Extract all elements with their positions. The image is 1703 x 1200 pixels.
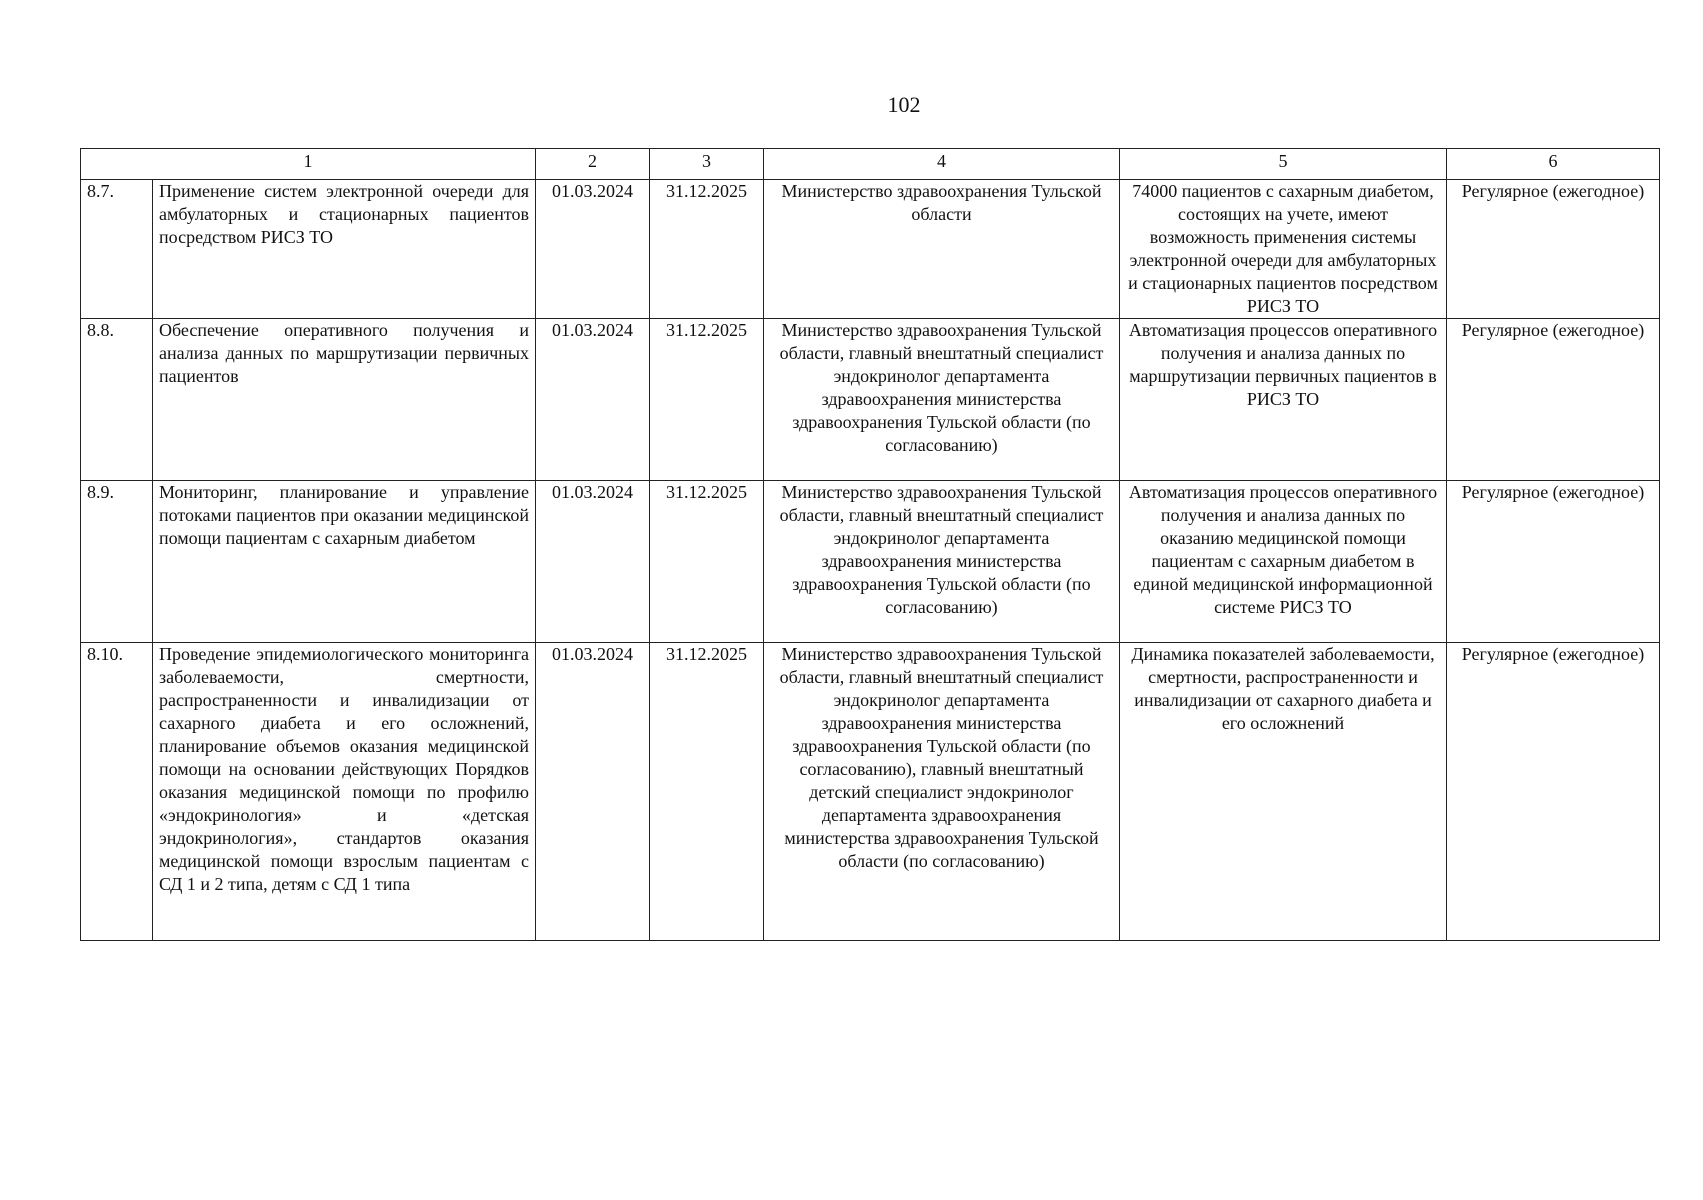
periodicity: Регулярное (ежегодное) xyxy=(1447,481,1660,643)
column-header-1: 1 xyxy=(81,149,536,180)
periodicity: Регулярное (ежегодное) xyxy=(1447,319,1660,481)
row-number: 8.10. xyxy=(81,643,153,941)
activity-name: Проведение эпидемиологического мониторинга заболеваемости, смертности, распространенности и инвалидизации от сахарного диабета и его осложнений, планирование объемов оказания медицинской помощи на основании действующих Порядков оказания медицинской помощи по профилю «эндокринология» и «детская эндокринология», стандартов оказания медицинской помощи взрослым пациентам с СД 1 и 2 типа, детям с СД 1 типа xyxy=(153,643,536,941)
table-row xyxy=(81,481,1660,643)
start-date: 01.03.2024 xyxy=(536,319,650,481)
activity-name: Обеспечение оперативного получения и анализа данных по маршрутизации первичных пациентов xyxy=(153,319,536,481)
responsible: Министерство здравоохранения Тульской области, главный внештатный специалист эндокринолог департамента здравоохранения министерства здравоохранения Тульской области (по согласованию), главный внештатный детский специалист эндокринолог департамента здравоохранения министерства здравоохранения Тульской области (по согласованию) xyxy=(764,643,1120,941)
result: Автоматизация процессов оперативного получения и анализа данных по оказанию медицинской помощи пациентам с сахарным диабетом в единой медицинской информационной системе РИСЗ ТО xyxy=(1120,481,1447,643)
responsible: Министерство здравоохранения Тульской области, главный внештатный специалист эндокринолог департамента здравоохранения министерства здравоохранения Тульской области (по согласованию) xyxy=(764,319,1120,481)
result: Динамика показателей заболеваемости, смертности, распространенности и инвалидизации от сахарного диабета и его осложнений xyxy=(1120,643,1447,941)
periodicity: Регулярное (ежегодное) xyxy=(1447,180,1660,319)
end-date: 31.12.2025 xyxy=(650,319,764,481)
activity-name: Мониторинг, планирование и управление потоками пациентов при оказании медицинской помощи пациентам с сахарным диабетом xyxy=(153,481,536,643)
page-number: 102 xyxy=(887,92,921,117)
column-header-5: 5 xyxy=(1120,149,1447,180)
start-date: 01.03.2024 xyxy=(536,180,650,319)
result: Автоматизация процессов оперативного получения и анализа данных по маршрутизации первичных пациентов в РИСЗ ТО xyxy=(1120,319,1447,481)
table-row xyxy=(81,180,1660,319)
responsible: Министерство здравоохранения Тульской области xyxy=(764,180,1120,319)
start-date: 01.03.2024 xyxy=(536,643,650,941)
plan-table xyxy=(80,148,1660,941)
header-row xyxy=(81,149,1660,180)
table-row xyxy=(81,319,1660,481)
result: 74000 пациентов с сахарным диабетом, состоящих на учете, имеют возможность применения системы электронной очереди для амбулаторных и стационарных пациентов посредством РИСЗ ТО xyxy=(1120,180,1447,319)
column-header-6: 6 xyxy=(1447,149,1660,180)
start-date: 01.03.2024 xyxy=(536,481,650,643)
activity-name: Применение систем электронной очереди для амбулаторных и стационарных пациентов посредством РИСЗ ТО xyxy=(153,180,536,319)
row-number: 8.9. xyxy=(81,481,153,643)
periodicity: Регулярное (ежегодное) xyxy=(1447,643,1660,941)
table-row xyxy=(81,643,1660,941)
responsible: Министерство здравоохранения Тульской области, главный внештатный специалист эндокринолог департамента здравоохранения министерства здравоохранения Тульской области (по согласованию) xyxy=(764,481,1120,643)
end-date: 31.12.2025 xyxy=(650,180,764,319)
column-header-3: 3 xyxy=(650,149,764,180)
row-number: 8.8. xyxy=(81,319,153,481)
end-date: 31.12.2025 xyxy=(650,481,764,643)
column-header-4: 4 xyxy=(764,149,1120,180)
end-date: 31.12.2025 xyxy=(650,643,764,941)
row-number: 8.7. xyxy=(81,180,153,319)
column-header-2: 2 xyxy=(536,149,650,180)
